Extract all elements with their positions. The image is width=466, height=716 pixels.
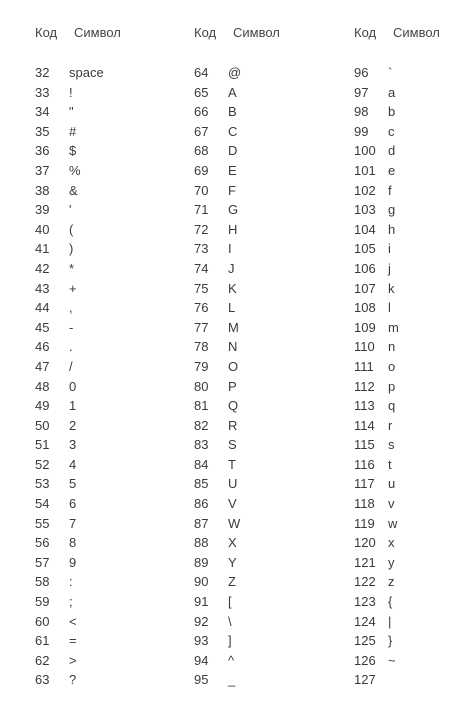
table-row	[354, 220, 399, 240]
table-row	[35, 181, 104, 201]
table-row	[194, 592, 241, 612]
header-code-label: Код	[354, 25, 377, 40]
code-cell: 49	[35, 398, 50, 414]
code-cell: 38	[35, 182, 50, 198]
table-row	[35, 514, 104, 534]
symbol-cell: *	[69, 260, 75, 276]
symbol-cell: x	[388, 535, 395, 551]
symbol-cell: l	[388, 300, 391, 316]
header-symbol-label: Символ	[393, 25, 440, 40]
code-cell: 43	[35, 280, 50, 296]
table-row	[354, 161, 399, 181]
symbol-cell: %	[69, 162, 81, 178]
table-row	[354, 122, 399, 142]
code-cell: 121	[354, 554, 376, 570]
symbol-cell: #	[69, 123, 77, 139]
code-cell: 90	[194, 574, 209, 590]
table-row	[35, 396, 104, 416]
symbol-cell: U	[228, 476, 238, 492]
symbol-cell: W	[228, 515, 241, 531]
table-row	[194, 514, 241, 534]
code-cell: 63	[35, 672, 50, 688]
code-cell: 127	[354, 672, 376, 688]
symbol-cell: X	[228, 535, 237, 551]
table-row	[354, 416, 399, 436]
table-row	[194, 337, 241, 357]
code-cell: 75	[194, 280, 209, 296]
code-cell: 42	[35, 260, 50, 276]
table-row	[194, 161, 241, 181]
table-row	[194, 572, 241, 592]
code-cell: 113	[354, 398, 375, 414]
symbol-cell: ~	[388, 652, 396, 668]
symbol-cell: ]	[228, 633, 232, 649]
code-cell: 111	[354, 358, 374, 374]
code-cell: 51	[35, 437, 50, 453]
code-cell: 85	[194, 476, 209, 492]
symbol-cell: m	[388, 319, 399, 335]
symbol-cell: T	[228, 456, 236, 472]
code-cell: 33	[35, 84, 50, 100]
table-row	[194, 435, 241, 455]
table-row	[354, 181, 399, 201]
table-row	[194, 357, 241, 377]
table-row	[354, 592, 399, 612]
code-cell: 98	[354, 104, 369, 120]
table-row	[354, 651, 399, 671]
column-rows	[35, 63, 104, 690]
table-row	[35, 572, 104, 592]
table-row	[354, 200, 399, 220]
symbol-cell: L	[228, 300, 236, 316]
table-row	[354, 612, 399, 632]
symbol-cell: c	[388, 123, 395, 139]
symbol-cell: M	[228, 319, 239, 335]
table-row	[194, 298, 241, 318]
table-row	[194, 122, 241, 142]
code-cell: 93	[194, 633, 209, 649]
code-cell: 34	[35, 104, 50, 120]
symbol-cell: Q	[228, 398, 239, 414]
table-row	[35, 455, 104, 475]
code-cell: 89	[194, 554, 209, 570]
code-cell: 104	[354, 221, 376, 237]
table-row	[35, 279, 104, 299]
table-row	[194, 220, 241, 240]
code-cell: 65	[194, 84, 209, 100]
code-cell: 86	[194, 496, 209, 512]
code-cell: 68	[194, 143, 209, 159]
symbol-cell: r	[388, 417, 393, 433]
code-cell: 97	[354, 84, 369, 100]
table-row	[354, 239, 399, 259]
table-row	[194, 612, 241, 632]
table-row	[354, 631, 399, 651]
code-cell: 109	[354, 319, 376, 335]
symbol-cell: .	[69, 339, 73, 355]
table-row	[35, 592, 104, 612]
code-cell: 118	[354, 496, 375, 512]
symbol-cell: 5	[69, 476, 77, 492]
symbol-cell: w	[388, 515, 398, 531]
symbol-cell: p	[388, 378, 396, 394]
header-code-label: Код	[194, 25, 217, 40]
table-row	[354, 533, 399, 553]
code-cell: 56	[35, 535, 50, 551]
table-row	[35, 122, 104, 142]
code-cell: 106	[354, 260, 376, 276]
code-cell: 80	[194, 378, 209, 394]
code-cell: 74	[194, 260, 209, 276]
symbol-cell: >	[69, 652, 77, 668]
symbol-cell: }	[388, 633, 393, 649]
header-symbol-label: Символ	[74, 25, 121, 40]
code-cell: 37	[35, 162, 50, 178]
symbol-cell: i	[388, 241, 391, 257]
table-row	[35, 259, 104, 279]
symbol-cell: d	[388, 143, 396, 159]
code-cell: 81	[194, 398, 209, 414]
table-row	[35, 533, 104, 553]
symbol-cell: _	[228, 672, 236, 688]
code-cell: 35	[35, 123, 50, 139]
code-cell: 60	[35, 613, 50, 629]
table-row	[194, 83, 241, 103]
code-cell: 124	[354, 613, 376, 629]
table-row	[354, 63, 399, 83]
table-row	[354, 298, 399, 318]
header-code-label: Код	[35, 25, 58, 40]
symbol-cell: Y	[228, 554, 237, 570]
symbol-cell: 9	[69, 554, 77, 570]
table-row	[354, 572, 399, 592]
table-row	[194, 63, 241, 83]
symbol-cell: z	[388, 574, 395, 590]
code-cell: 78	[194, 339, 209, 355]
symbol-cell: F	[228, 182, 236, 198]
table-row	[194, 279, 241, 299]
symbol-cell: |	[388, 613, 392, 629]
table-row	[35, 612, 104, 632]
symbol-cell: E	[228, 162, 237, 178]
table-row	[35, 63, 104, 83]
code-cell: 32	[35, 65, 50, 80]
symbol-cell: n	[388, 339, 396, 355]
table-row	[35, 631, 104, 651]
code-cell: 40	[35, 221, 50, 237]
table-row	[35, 220, 104, 240]
symbol-cell: 7	[69, 515, 77, 531]
symbol-cell: [	[228, 594, 232, 610]
code-cell: 52	[35, 456, 50, 472]
table-row	[354, 141, 399, 161]
code-cell: 46	[35, 339, 50, 355]
code-cell: 115	[354, 437, 375, 453]
symbol-cell: space	[69, 65, 104, 80]
symbol-cell: v	[388, 496, 395, 512]
code-cell: 82	[194, 417, 209, 433]
symbol-cell: ?	[69, 672, 77, 688]
code-cell: 48	[35, 378, 50, 394]
symbol-cell: u	[388, 476, 396, 492]
symbol-cell: h	[388, 221, 396, 237]
table-row	[35, 141, 104, 161]
table-row	[35, 377, 104, 397]
code-cell: 99	[354, 123, 369, 139]
code-cell: 55	[35, 515, 50, 531]
table-row	[194, 474, 241, 494]
column-header	[35, 25, 121, 40]
table-row	[35, 102, 104, 122]
table-row	[354, 494, 399, 514]
table-row	[354, 259, 399, 279]
table-row	[194, 670, 241, 690]
symbol-cell: @	[228, 65, 242, 80]
symbol-cell: q	[388, 398, 396, 414]
code-cell: 116	[354, 456, 375, 472]
table-row	[35, 337, 104, 357]
symbol-cell: 1	[69, 398, 77, 414]
table-row	[194, 631, 241, 651]
table-row	[35, 553, 104, 573]
symbol-cell: s	[388, 437, 395, 453]
code-cell: 107	[354, 280, 376, 296]
symbol-cell: g	[388, 202, 396, 218]
code-cell: 73	[194, 241, 209, 257]
code-cell: 95	[194, 672, 209, 688]
table-row	[35, 357, 104, 377]
code-cell: 119	[354, 515, 375, 531]
table-row	[194, 651, 241, 671]
symbol-cell: $	[69, 143, 77, 159]
table-row	[35, 435, 104, 455]
code-cell: 57	[35, 554, 50, 570]
table-row	[35, 318, 104, 338]
code-cell: 108	[354, 300, 376, 316]
table-row	[194, 318, 241, 338]
table-row	[35, 474, 104, 494]
table-row	[354, 435, 399, 455]
table-row	[35, 416, 104, 436]
code-cell: 84	[194, 456, 209, 472]
symbol-cell: O	[228, 358, 239, 374]
code-cell: 69	[194, 162, 209, 178]
symbol-cell: "	[69, 104, 74, 120]
table-row	[194, 396, 241, 416]
code-cell: 120	[354, 535, 376, 551]
code-cell: 39	[35, 202, 50, 218]
symbol-cell: &	[69, 182, 78, 198]
symbol-cell: J	[228, 260, 235, 276]
symbol-cell: :	[69, 574, 73, 590]
symbol-cell: S	[228, 437, 237, 453]
symbol-cell: /	[69, 358, 73, 374]
table-row	[194, 102, 241, 122]
table-row	[194, 553, 241, 573]
symbol-cell: C	[228, 123, 238, 139]
table-row	[194, 455, 241, 475]
table-row	[194, 181, 241, 201]
code-cell: 96	[354, 65, 369, 80]
symbol-cell: !	[69, 84, 73, 100]
symbol-cell: ^	[228, 652, 235, 668]
symbol-cell: o	[388, 358, 396, 374]
table-row	[194, 239, 241, 259]
table-row	[35, 83, 104, 103]
table-row	[354, 83, 399, 103]
table-row	[35, 239, 104, 259]
table-row	[354, 514, 399, 534]
code-cell: 77	[194, 319, 209, 335]
column-rows	[194, 63, 241, 690]
table-row	[354, 396, 399, 416]
symbol-cell: B	[228, 104, 237, 120]
table-row	[35, 298, 104, 318]
table-row	[354, 670, 399, 690]
code-cell: 59	[35, 594, 50, 610]
code-cell: 70	[194, 182, 209, 198]
code-cell: 76	[194, 300, 209, 316]
table-row	[354, 279, 399, 299]
table-row	[354, 455, 399, 475]
code-cell: 61	[35, 633, 50, 649]
code-cell: 45	[35, 319, 50, 335]
symbol-cell: f	[388, 182, 392, 198]
table-row	[194, 259, 241, 279]
code-cell: 88	[194, 535, 209, 551]
header-symbol-label: Символ	[233, 25, 280, 40]
code-cell: 94	[194, 652, 209, 668]
symbol-cell: '	[69, 202, 72, 218]
code-cell: 72	[194, 221, 209, 237]
symbol-cell: j	[388, 260, 391, 276]
code-cell: 126	[354, 652, 376, 668]
symbol-cell: e	[388, 162, 396, 178]
code-cell: 71	[194, 202, 209, 218]
code-cell: 58	[35, 574, 50, 590]
code-cell: 92	[194, 613, 209, 629]
symbol-cell: A	[228, 84, 237, 100]
symbol-cell: D	[228, 143, 238, 159]
code-cell: 110	[354, 339, 375, 355]
code-cell: 100	[354, 143, 376, 159]
table-row	[354, 337, 399, 357]
symbol-cell: 2	[69, 417, 77, 433]
symbol-cell: 3	[69, 437, 77, 453]
code-cell: 64	[194, 65, 209, 80]
code-cell: 101	[354, 162, 376, 178]
table-row	[194, 416, 241, 436]
symbol-cell: {	[388, 594, 393, 610]
symbol-cell: (	[69, 221, 74, 237]
code-cell: 44	[35, 300, 50, 316]
table-row	[354, 553, 399, 573]
code-cell: 54	[35, 496, 50, 512]
code-cell: 79	[194, 358, 209, 374]
code-cell: 105	[354, 241, 376, 257]
code-cell: 62	[35, 652, 50, 668]
table-row	[35, 670, 104, 690]
code-cell: 47	[35, 358, 50, 374]
symbol-cell: N	[228, 339, 238, 355]
symbol-cell: =	[69, 633, 77, 649]
code-cell: 87	[194, 515, 209, 531]
symbol-cell: `	[388, 65, 393, 80]
symbol-cell: 6	[69, 496, 77, 512]
code-cell: 53	[35, 476, 50, 492]
code-cell: 36	[35, 143, 50, 159]
code-cell: 123	[354, 594, 376, 610]
symbol-cell: P	[228, 378, 237, 394]
code-cell: 112	[354, 378, 375, 394]
symbol-cell: k	[388, 280, 395, 296]
code-cell: 50	[35, 417, 50, 433]
table-row	[35, 161, 104, 181]
code-cell: 103	[354, 202, 376, 218]
table-row	[194, 494, 241, 514]
code-cell: 91	[194, 594, 209, 610]
table-row	[194, 377, 241, 397]
symbol-cell: ;	[69, 594, 73, 610]
symbol-cell: K	[228, 280, 237, 296]
table-row	[354, 357, 399, 377]
column-header	[194, 25, 280, 40]
symbol-cell: a	[388, 84, 396, 100]
symbol-cell: I	[228, 241, 232, 257]
code-cell: 122	[354, 574, 376, 590]
table-row	[354, 474, 399, 494]
symbol-cell: +	[69, 280, 77, 296]
symbol-cell: 4	[69, 456, 77, 472]
table-row	[354, 318, 399, 338]
symbol-cell: )	[69, 241, 74, 257]
column-rows	[354, 63, 399, 690]
symbol-cell: <	[69, 613, 77, 629]
table-row	[35, 200, 104, 220]
table-row	[354, 377, 399, 397]
symbol-cell: -	[69, 319, 74, 335]
code-cell: 83	[194, 437, 209, 453]
code-cell: 117	[354, 476, 375, 492]
symbol-cell: 8	[69, 535, 77, 551]
symbol-cell: G	[228, 202, 239, 218]
symbol-cell: ,	[69, 300, 73, 316]
symbol-cell: t	[388, 456, 392, 472]
symbol-cell: R	[228, 417, 238, 433]
code-cell: 67	[194, 123, 209, 139]
symbol-cell: y	[388, 554, 395, 570]
symbol-cell: V	[228, 496, 237, 512]
table-row	[194, 533, 241, 553]
column-header	[354, 25, 440, 40]
table-row	[194, 200, 241, 220]
symbol-cell: H	[228, 221, 238, 237]
symbol-cell: Z	[228, 574, 236, 590]
symbol-cell: \	[228, 613, 232, 629]
table-row	[354, 102, 399, 122]
table-row	[35, 494, 104, 514]
symbol-cell: 0	[69, 378, 77, 394]
symbol-cell: b	[388, 104, 396, 120]
code-cell: 66	[194, 104, 209, 120]
code-cell: 114	[354, 417, 375, 433]
table-row	[35, 651, 104, 671]
code-cell: 125	[354, 633, 376, 649]
code-cell: 41	[35, 241, 50, 257]
table-row	[194, 141, 241, 161]
code-cell: 102	[354, 182, 376, 198]
